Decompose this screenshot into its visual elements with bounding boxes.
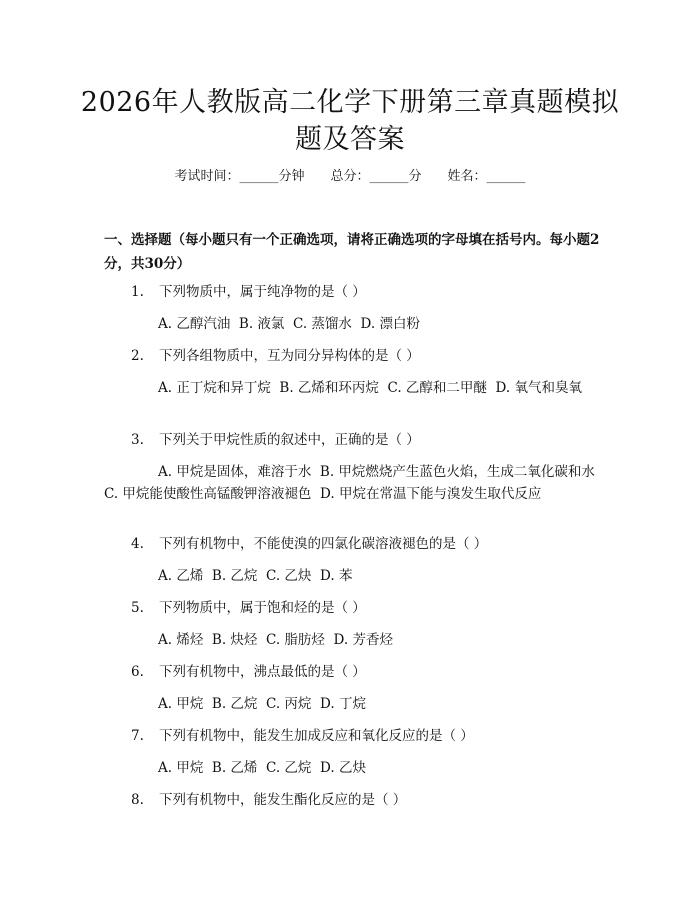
question-number: 5.: [131, 600, 144, 616]
question-number: 1.: [131, 284, 144, 300]
question-2-options: A. 正丁烷和异丁烷 B. 乙烯和环丙烷 C. 乙醇和二甲醚 D. 氧气和臭氧: [158, 380, 582, 396]
total-score-field: 总分：______分: [330, 169, 422, 184]
question-6: [131, 661, 601, 683]
question-3: [131, 429, 601, 451]
question-2: [131, 345, 601, 367]
question-stem: 下列物质中，属于饱和烃的是（ ）: [159, 600, 366, 616]
question-number: 3.: [131, 432, 144, 448]
question-number: 2.: [131, 348, 144, 364]
student-name-field: 姓名：______: [447, 169, 526, 184]
question-4: [131, 533, 601, 555]
question-stem: 下列有机物中，能发生加成反应和氧化反应的是（ ）: [159, 728, 474, 744]
question-number: 4.: [131, 536, 144, 552]
question-number: 8.: [131, 792, 144, 808]
question-number: 7.: [131, 728, 144, 744]
question-8: [131, 789, 601, 811]
exam-info: [0, 168, 700, 186]
question-1: [131, 281, 601, 303]
section-heading: 一、选择题（每小题只有一个正确选项，请将正确选项的字母填在括号内。每小题2分，共30分）: [104, 232, 600, 272]
question-1-options: A. 乙醇汽油 B. 液氯 C. 蒸馏水 D. 漂白粉: [158, 316, 420, 332]
exam-time-field: 考试时间：______分钟: [174, 169, 305, 184]
question-stem: 下列有机物中，能发生酯化反应的是（ ）: [159, 792, 407, 808]
question-stem: 下列有机物中，沸点最低的是（ ）: [159, 664, 366, 680]
question-stem: 下列各组物质中，互为同分异构体的是（ ）: [159, 348, 420, 364]
question-stem: 下列关于甲烷性质的叙述中，正确的是（ ）: [159, 432, 420, 448]
question-stem: 下列有机物中，不能使溴的四氯化碳溶液褪色的是（ ）: [159, 536, 488, 552]
question-4-options: A. 乙烯 B. 乙烷 C. 乙炔 D. 苯: [158, 568, 353, 584]
document-title: 2026年人教版高二化学下册第三章真题模拟题及答案: [80, 87, 620, 155]
question-number: 6.: [131, 664, 144, 680]
question-stem: 下列物质中，属于纯净物的是（ ）: [159, 284, 366, 300]
question-7-options: A. 甲烷 B. 乙烯 C. 乙烷 D. 乙炔: [158, 760, 366, 776]
question-5-options: A. 烯烃 B. 炔烃 C. 脂肪烃 D. 芳香烃: [158, 632, 393, 648]
question-5: [131, 597, 601, 619]
question-3-options: A. 甲烷是固体，难溶于水 B. 甲烷燃烧产生蓝色火焰，生成二氧化碳和水 C. 甲烷能使酸性高锰酸钾溶液褪色 D. 甲烷在常温下能与溴发生取代反应: [104, 464, 604, 502]
question-6-options: A. 甲烷 B. 乙烷 C. 丙烷 D. 丁烷: [158, 696, 366, 712]
question-7: [131, 725, 601, 747]
